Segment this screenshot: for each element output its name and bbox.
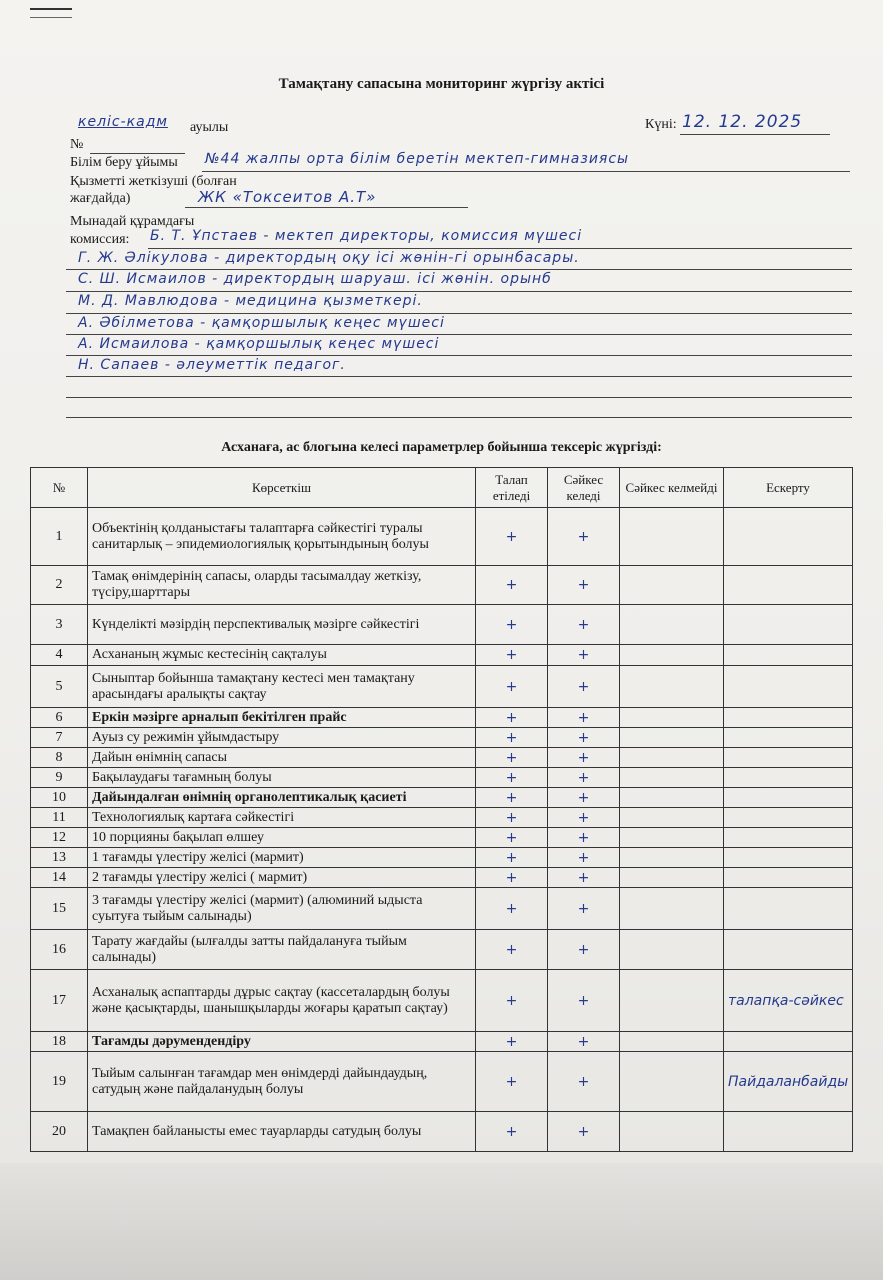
mark-compliant: + bbox=[548, 788, 620, 808]
row-indicator: Объектінің қолданыстағы талаптарға сәйкестігі туралы санитарлық – эпидемиологиялық қорытындының болуы bbox=[88, 508, 476, 566]
mark-compliant: + bbox=[548, 708, 620, 728]
commission-line bbox=[66, 313, 852, 314]
mark-required: + bbox=[476, 930, 548, 970]
mark-compliant: + bbox=[548, 970, 620, 1032]
mark-required: + bbox=[476, 566, 548, 605]
mark-required: + bbox=[476, 828, 548, 848]
mark-required: + bbox=[476, 728, 548, 748]
row-note bbox=[724, 645, 853, 666]
mark-noncompliant bbox=[620, 666, 724, 708]
provider-label: Қызметті жеткізуші (болған bbox=[70, 174, 237, 189]
mark-noncompliant bbox=[620, 808, 724, 828]
commission-line bbox=[66, 291, 852, 292]
mark-noncompliant bbox=[620, 1032, 724, 1052]
provider-label-2: жағдайда) bbox=[70, 191, 131, 206]
table-row bbox=[31, 768, 853, 788]
table-row bbox=[31, 1112, 853, 1152]
table-row bbox=[31, 848, 853, 868]
mark-required: + bbox=[476, 970, 548, 1032]
row-number: 13 bbox=[31, 848, 88, 868]
mark-noncompliant bbox=[620, 888, 724, 930]
mark-noncompliant bbox=[620, 1112, 724, 1152]
mark-noncompliant bbox=[620, 566, 724, 605]
commission-line bbox=[66, 269, 852, 270]
col-header-noncompliant: Сәйкес келмейді bbox=[620, 468, 724, 508]
commission-member: М. Д. Мавлюдова - медицина қызметкері. bbox=[78, 293, 423, 309]
col-header-number: № bbox=[31, 468, 88, 508]
row-indicator: Технологиялық картаға сәйкестігі bbox=[88, 808, 476, 828]
commission-member: А. Әбілметова - қамқоршылық кеңес мүшесі bbox=[78, 315, 445, 331]
commission-label-2: комиссия: bbox=[70, 232, 130, 247]
row-indicator: 1 тағамды үлестіру желісі (мармит) bbox=[88, 848, 476, 868]
row-note bbox=[724, 808, 853, 828]
row-indicator: Асханалық аспаптарды дұрыс сақтау (кассеталардың болуы және қасықтарды, шанышқыларды жоғары қаратып сақтау) bbox=[88, 970, 476, 1032]
mark-compliant: + bbox=[548, 848, 620, 868]
table-row bbox=[31, 508, 853, 566]
row-note bbox=[724, 768, 853, 788]
table-row bbox=[31, 748, 853, 768]
row-number: 19 bbox=[31, 1052, 88, 1112]
top-mark bbox=[30, 17, 72, 18]
mark-required: + bbox=[476, 1112, 548, 1152]
commission-line bbox=[66, 355, 852, 356]
table-row bbox=[31, 1052, 853, 1112]
row-number: 17 bbox=[31, 970, 88, 1032]
row-note bbox=[724, 868, 853, 888]
table-subtitle: Асханаға, ас блогына келесі параметрлер бойынша тексеріс жүргізді: bbox=[221, 440, 662, 455]
col-header-indicator: Көрсеткіш bbox=[88, 468, 476, 508]
mark-required: + bbox=[476, 708, 548, 728]
row-indicator: Тағамды дәрумендендіру bbox=[88, 1032, 476, 1052]
village-suffix: ауылы bbox=[190, 120, 229, 135]
mark-required: + bbox=[476, 888, 548, 930]
mark-noncompliant bbox=[620, 868, 724, 888]
row-indicator: Күнделікті мәзірдің перспективалық мәзірге сәйкестігі bbox=[88, 605, 476, 645]
mark-compliant: + bbox=[548, 566, 620, 605]
mark-noncompliant bbox=[620, 605, 724, 645]
row-indicator: 3 тағамды үлестіру желісі (мармит) (алюминий ыдыста суытуға тыйым салынады) bbox=[88, 888, 476, 930]
row-indicator: Ауыз су режимін ұйымдастыру bbox=[88, 728, 476, 748]
mark-required: + bbox=[476, 788, 548, 808]
row-note bbox=[724, 708, 853, 728]
table-row bbox=[31, 868, 853, 888]
row-number: 2 bbox=[31, 566, 88, 605]
mark-required: + bbox=[476, 848, 548, 868]
row-note bbox=[724, 748, 853, 768]
row-indicator: Тамақпен байланысты емес тауарларды сатудың болуы bbox=[88, 1112, 476, 1152]
row-indicator: Асхананың жұмыс кестесінің сақталуы bbox=[88, 645, 476, 666]
commission-member: Г. Ж. Әлікулова - директордың оқу ісі жөнін-гі орынбасары. bbox=[78, 250, 580, 266]
mark-noncompliant bbox=[620, 728, 724, 748]
row-number: 3 bbox=[31, 605, 88, 645]
row-note bbox=[724, 848, 853, 868]
date-line bbox=[680, 134, 830, 135]
mark-compliant: + bbox=[548, 748, 620, 768]
row-indicator: Тамақ өнімдерінің сапасы, оларды тасымалдау жеткізу, түсіру,шарттары bbox=[88, 566, 476, 605]
mark-compliant: + bbox=[548, 605, 620, 645]
mark-required: + bbox=[476, 868, 548, 888]
mark-noncompliant bbox=[620, 645, 724, 666]
page-fold bbox=[0, 1163, 883, 1280]
table-row bbox=[31, 645, 853, 666]
row-indicator: Дайындалған өнімнің органолептикалық қасиеті bbox=[88, 788, 476, 808]
number-label: № bbox=[70, 137, 84, 152]
table-row bbox=[31, 1032, 853, 1052]
row-note bbox=[724, 666, 853, 708]
mark-noncompliant bbox=[620, 1052, 724, 1112]
table-row bbox=[31, 930, 853, 970]
row-note bbox=[724, 930, 853, 970]
mark-noncompliant bbox=[620, 708, 724, 728]
mark-compliant: + bbox=[548, 645, 620, 666]
mark-noncompliant bbox=[620, 768, 724, 788]
mark-required: + bbox=[476, 605, 548, 645]
row-note bbox=[724, 828, 853, 848]
table-row bbox=[31, 888, 853, 930]
row-indicator: Сыныптар бойынша тамақтану кестесі мен тамақтану арасындағы аралықты сақтау bbox=[88, 666, 476, 708]
mark-noncompliant bbox=[620, 788, 724, 808]
row-indicator: Тарату жағдайы (ылғалды затты пайдалануға тыйым салынады) bbox=[88, 930, 476, 970]
col-header-compliant: Сәйкес келеді bbox=[548, 468, 620, 508]
mark-required: + bbox=[476, 508, 548, 566]
row-number: 6 bbox=[31, 708, 88, 728]
mark-compliant: + bbox=[548, 728, 620, 748]
document-title: Тамақтану сапасына мониторинг жүргізу актісі bbox=[278, 76, 605, 92]
mark-compliant: + bbox=[548, 828, 620, 848]
row-number: 12 bbox=[31, 828, 88, 848]
row-indicator: 10 порцияны бақылап өлшеу bbox=[88, 828, 476, 848]
row-number: 5 bbox=[31, 666, 88, 708]
commission-member: С. Ш. Исмаилов - директордың шаруаш. ісі жөнін. орынб bbox=[78, 271, 552, 287]
row-number: 7 bbox=[31, 728, 88, 748]
row-note bbox=[724, 728, 853, 748]
mark-required: + bbox=[476, 768, 548, 788]
mark-compliant: + bbox=[548, 888, 620, 930]
table-row bbox=[31, 708, 853, 728]
table-row bbox=[31, 605, 853, 645]
number-line bbox=[90, 153, 185, 154]
row-note bbox=[724, 888, 853, 930]
mark-noncompliant bbox=[620, 508, 724, 566]
mark-compliant: + bbox=[548, 1112, 620, 1152]
mark-compliant: + bbox=[548, 868, 620, 888]
inspection-table bbox=[30, 467, 853, 1152]
table-header-row bbox=[31, 468, 853, 508]
row-number: 11 bbox=[31, 808, 88, 828]
table-row bbox=[31, 788, 853, 808]
date-handwritten: 12. 12. 2025 bbox=[682, 112, 803, 132]
org-line bbox=[202, 171, 850, 172]
row-indicator: Еркін мәзірге арналып бекітілген прайс bbox=[88, 708, 476, 728]
mark-noncompliant bbox=[620, 970, 724, 1032]
mark-required: + bbox=[476, 808, 548, 828]
top-mark bbox=[30, 8, 72, 10]
mark-required: + bbox=[476, 1052, 548, 1112]
mark-compliant: + bbox=[548, 666, 620, 708]
org-label: Білім беру ұйымы bbox=[70, 155, 178, 170]
row-indicator: Тыйым салынған тағамдар мен өнімдерді дайындаудың, сатудың және пайдаланудың болуы bbox=[88, 1052, 476, 1112]
commission-line bbox=[66, 376, 852, 377]
row-indicator: 2 тағамды үлестіру желісі ( мармит) bbox=[88, 868, 476, 888]
commission-member: А. Исмаилова - қамқоршылық кеңес мүшесі bbox=[78, 336, 440, 352]
row-note bbox=[724, 788, 853, 808]
row-number: 16 bbox=[31, 930, 88, 970]
mark-noncompliant bbox=[620, 748, 724, 768]
table-row bbox=[31, 808, 853, 828]
mark-required: + bbox=[476, 748, 548, 768]
row-number: 1 bbox=[31, 508, 88, 566]
mark-noncompliant bbox=[620, 848, 724, 868]
mark-required: + bbox=[476, 645, 548, 666]
table-row bbox=[31, 970, 853, 1032]
mark-compliant: + bbox=[548, 1052, 620, 1112]
row-number: 15 bbox=[31, 888, 88, 930]
row-note bbox=[724, 1032, 853, 1052]
row-indicator: Дайын өнімнің сапасы bbox=[88, 748, 476, 768]
row-note: Пайдаланбайды bbox=[724, 1052, 853, 1112]
mark-compliant: + bbox=[548, 930, 620, 970]
commission-line bbox=[66, 417, 852, 418]
org-handwritten: №44 жалпы орта білім беретін мектеп-гимназиясы bbox=[205, 151, 630, 167]
mark-compliant: + bbox=[548, 808, 620, 828]
mark-required: + bbox=[476, 666, 548, 708]
mark-compliant: + bbox=[548, 508, 620, 566]
provider-line bbox=[185, 207, 468, 208]
row-number: 9 bbox=[31, 768, 88, 788]
col-header-note: Ескерту bbox=[724, 468, 853, 508]
row-number: 10 bbox=[31, 788, 88, 808]
row-note bbox=[724, 605, 853, 645]
commission-line bbox=[148, 248, 852, 249]
row-note: талапқа-сәйкес bbox=[724, 970, 853, 1032]
commission-member: Н. Сапаев - әлеуметтік педагог. bbox=[78, 357, 346, 373]
row-number: 4 bbox=[31, 645, 88, 666]
commission-member: Б. Т. Ұпстаев - мектеп директоры, комиссия мүшесі bbox=[150, 228, 583, 244]
table-row bbox=[31, 728, 853, 748]
village-handwritten: келіс-кадм bbox=[78, 114, 168, 130]
col-header-required: Талап етіледі bbox=[476, 468, 548, 508]
row-note bbox=[724, 566, 853, 605]
mark-required: + bbox=[476, 1032, 548, 1052]
mark-compliant: + bbox=[548, 1032, 620, 1052]
row-note bbox=[724, 508, 853, 566]
row-number: 18 bbox=[31, 1032, 88, 1052]
commission-label: Мынадай құрамдағы bbox=[70, 214, 195, 229]
mark-noncompliant bbox=[620, 828, 724, 848]
row-number: 14 bbox=[31, 868, 88, 888]
commission-line bbox=[66, 334, 852, 335]
commission-line bbox=[66, 397, 852, 398]
row-number: 8 bbox=[31, 748, 88, 768]
date-label: Күні: bbox=[645, 117, 677, 132]
mark-noncompliant bbox=[620, 930, 724, 970]
provider-handwritten: ЖК «Токсеитов А.Т» bbox=[198, 188, 377, 206]
table-row bbox=[31, 828, 853, 848]
mark-compliant: + bbox=[548, 768, 620, 788]
row-number: 20 bbox=[31, 1112, 88, 1152]
row-note bbox=[724, 1112, 853, 1152]
table-row bbox=[31, 666, 853, 708]
table-row bbox=[31, 566, 853, 605]
row-indicator: Бақылаудағы тағамның болуы bbox=[88, 768, 476, 788]
